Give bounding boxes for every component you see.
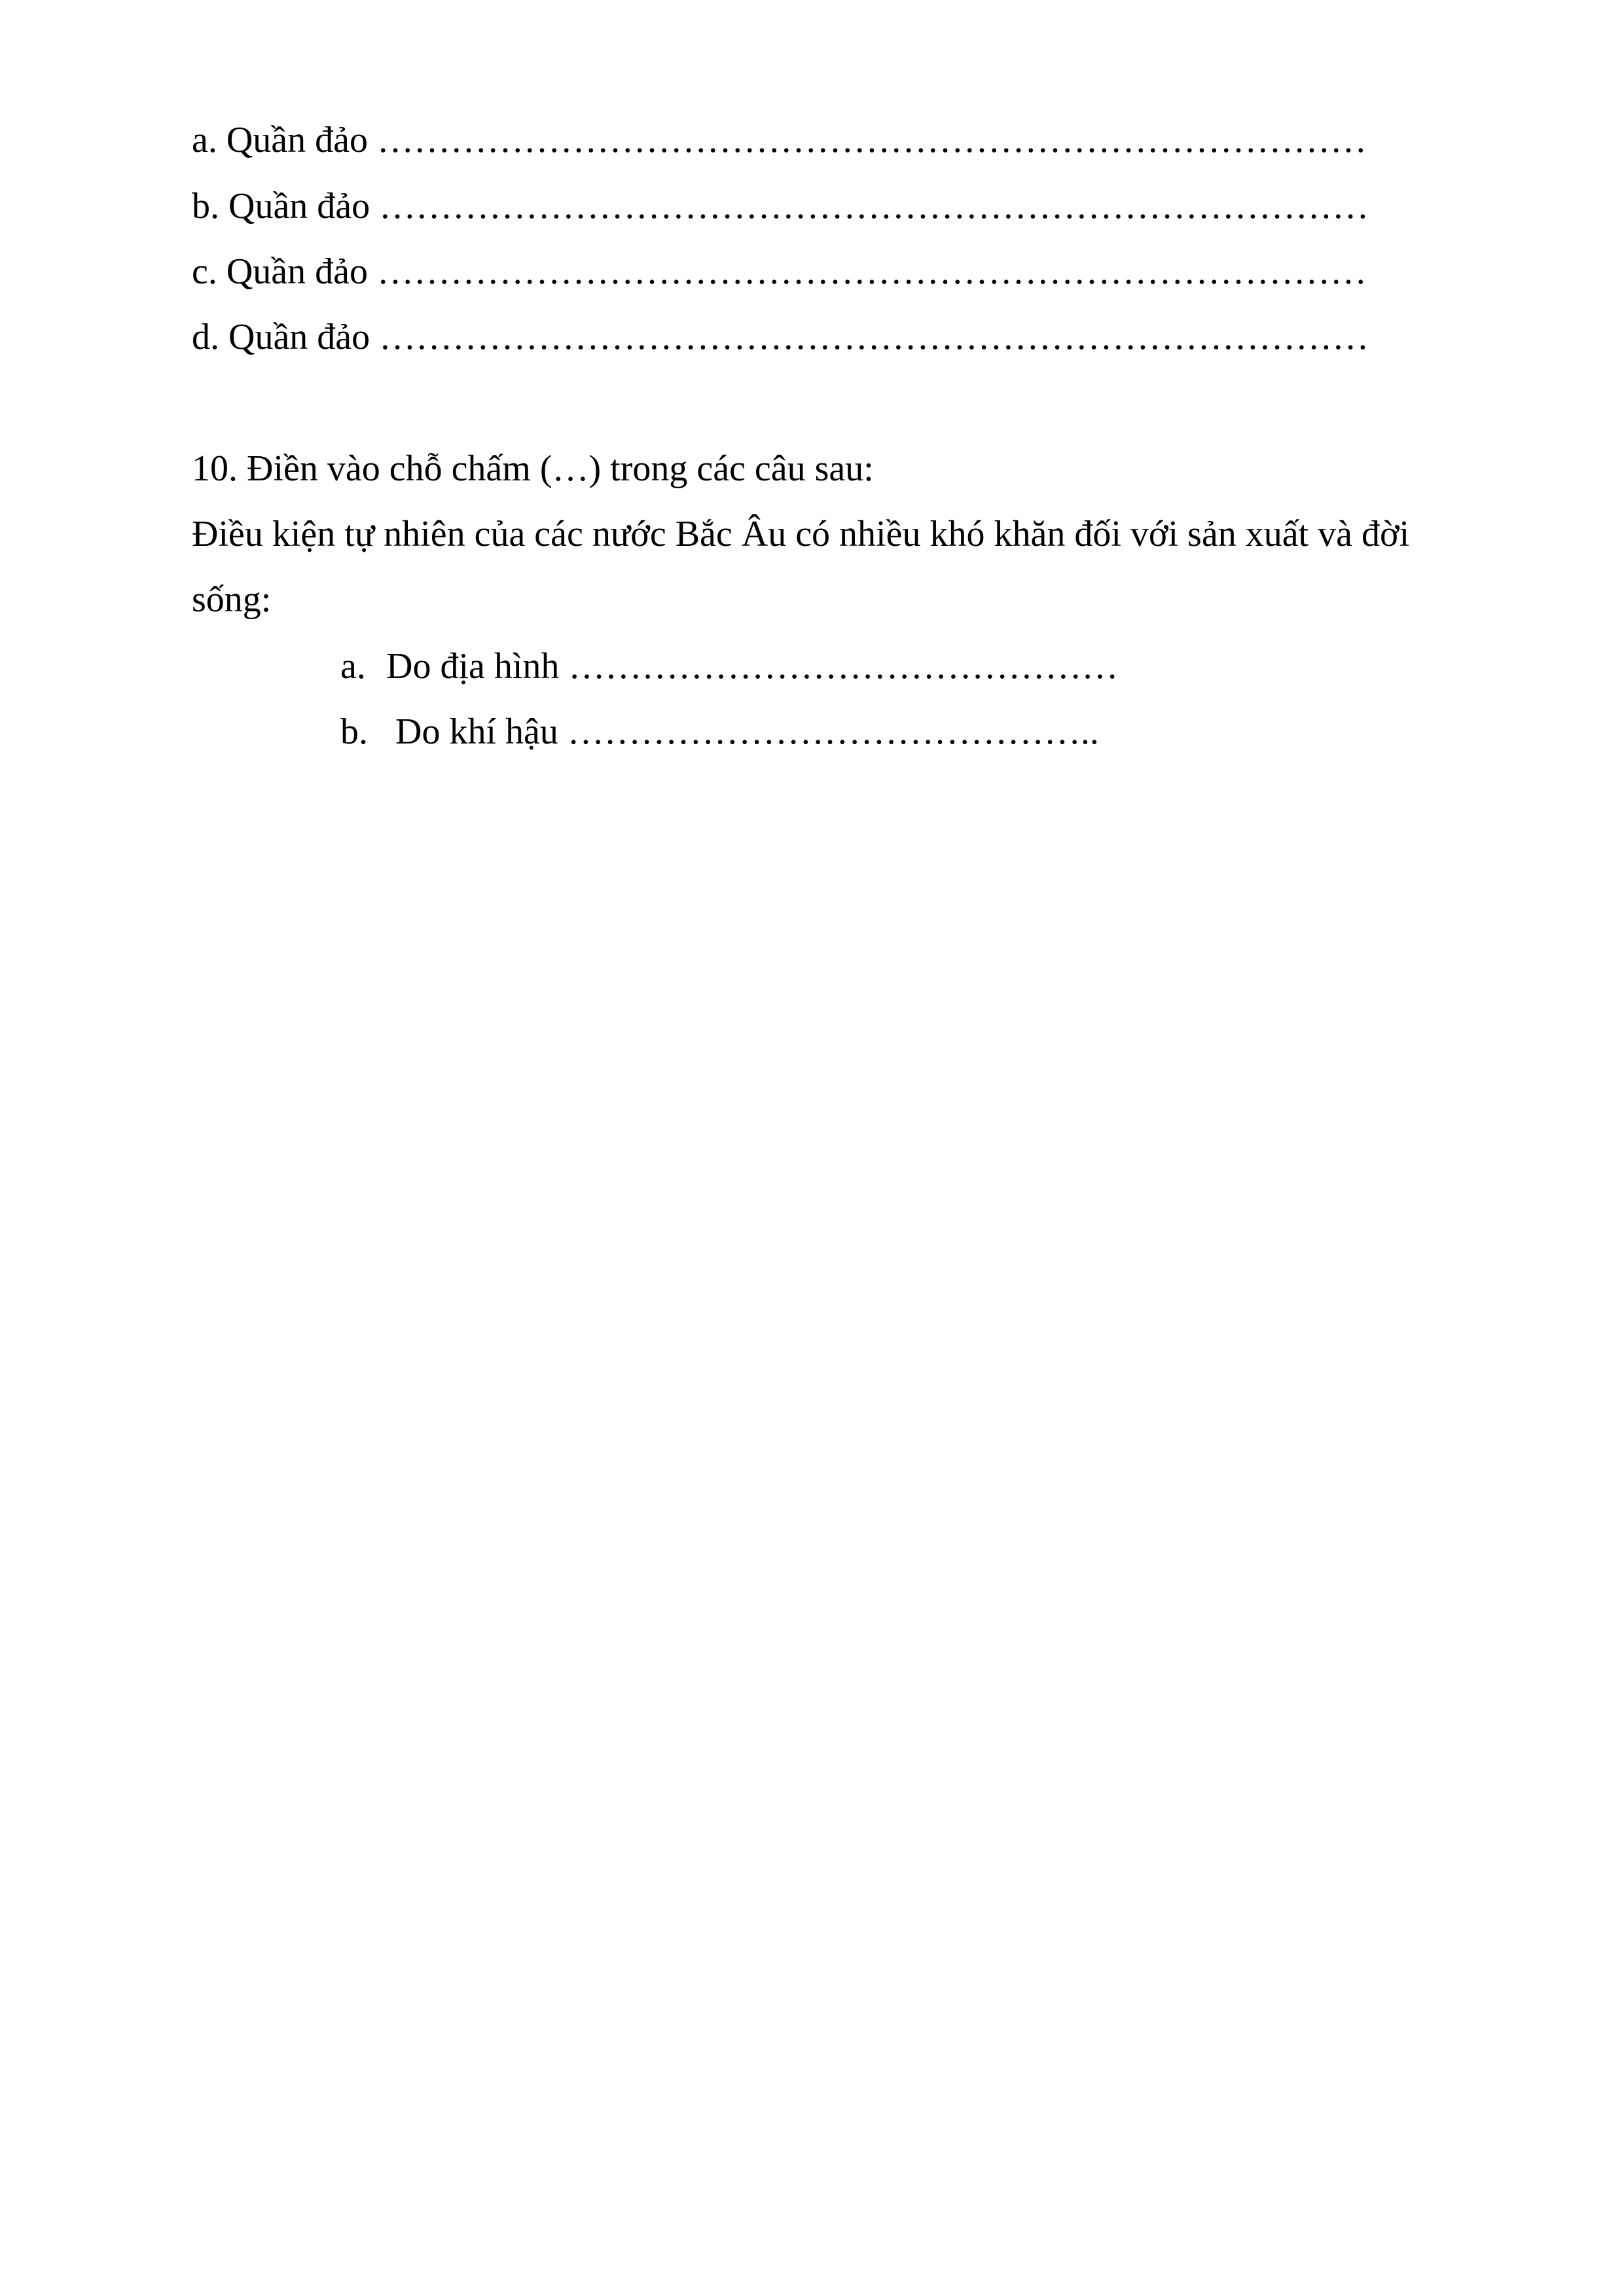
question-10-title: 10. Điền vào chỗ chấm (…) trong các câu sau: (192, 448, 874, 489)
archipelago-item-b (192, 188, 1369, 224)
archipelago-item-label: c. Quần đảo (192, 251, 369, 292)
sub-item-marker: b. (340, 711, 368, 752)
archipelago-item-c (192, 253, 1367, 290)
archipelago-item-d (192, 319, 1369, 355)
sub-item-text: Do khí hậu …………………………………….. (386, 711, 1099, 752)
question-10-paragraph-line-1: Điều kiện tự nhiên của các nước Bắc Âu có nhiều khó khăn đối với sản xuất và đời (192, 514, 1410, 554)
archipelago-item-a (192, 122, 1367, 158)
fill-blank: ……………………………………………………………………… (377, 120, 1367, 160)
sub-item-text: Do địa hình ……………………………………… (386, 646, 1119, 687)
fill-blank: ……………………………………………………………………… (377, 251, 1367, 292)
sub-item-b (340, 713, 1099, 750)
fill-blank: ……………………………………………………………………… (379, 186, 1369, 226)
archipelago-item-label: a. Quần đảo (192, 120, 369, 160)
question-10-paragraph-line-2: sống: (192, 579, 272, 620)
archipelago-item-label: d. Quần đảo (192, 317, 370, 357)
fill-blank: ……………………………………………………………………… (379, 317, 1369, 357)
sub-item-a (340, 648, 1118, 685)
sub-item-marker: a. (340, 646, 366, 687)
archipelago-item-label: b. Quần đảo (192, 186, 370, 226)
